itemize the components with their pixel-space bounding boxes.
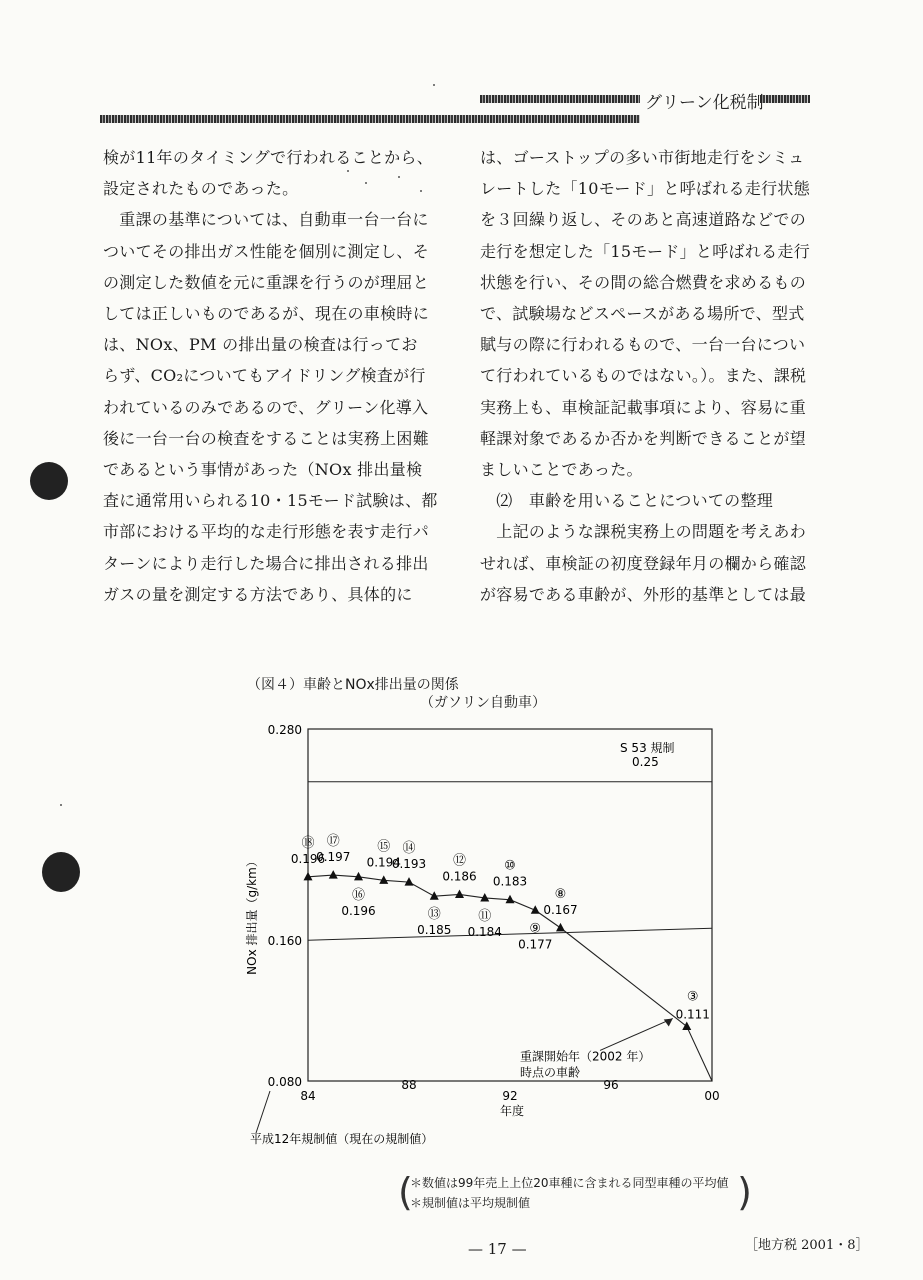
left-column-line: しては正しいものであるが、現在の車検時に	[103, 304, 430, 324]
x-tick-label: 96	[603, 1078, 619, 1092]
header-rule-mid	[480, 95, 640, 103]
y-tick-label: 0.280	[267, 723, 302, 737]
scan-speck	[433, 84, 435, 86]
right-column-line: て行われているものではない。）。また、課税	[480, 366, 807, 386]
x-tick-label: 84	[300, 1089, 316, 1103]
figure-subcaption: （ガソリン自動車）	[420, 695, 546, 711]
right-column-line: ⑵ 車齢を用いることについての整理	[480, 491, 774, 511]
right-column-line: が容易である車齢が、外形的基準としては最	[480, 584, 807, 604]
reference-leader-h12	[256, 1091, 270, 1133]
left-column-line: らず、CO₂についてもアイドリング検査が行	[103, 366, 426, 386]
right-column-line: レートした「10モード」と呼ばれる走行状態	[480, 179, 811, 199]
data-point-age-label: ⑮	[377, 839, 391, 855]
figure-note-2: ＊規制値は平均規制値	[410, 1196, 531, 1210]
reference-label-s53: S 53 規制	[620, 740, 675, 755]
left-column-line: は、NOx、PM の排出量の検査は行ってお	[103, 335, 418, 355]
punch-hole-upper	[30, 462, 68, 500]
data-point-age-label: ③	[686, 989, 699, 1005]
right-column-line: 状態を行い、その間の総合燃費を求めるもの	[480, 272, 807, 292]
data-point-age-label: ⑧	[554, 886, 567, 902]
data-point-value-label: 0.177	[518, 937, 553, 952]
data-point-marker	[682, 1021, 691, 1029]
left-text-column	[103, 142, 443, 610]
nox-chart	[220, 715, 780, 1160]
notes-bracket-right: )	[737, 1170, 752, 1214]
left-column-line: 重課の基準については、自動車一台一台に	[103, 210, 429, 230]
left-column-line: 市部における平均的な走行形態を表す走行パ	[103, 522, 430, 542]
right-column-line: ましいことであった。	[480, 460, 643, 480]
data-point-value-label: 0.183	[492, 874, 528, 889]
right-column-line: 走行を想定した「15モード」と呼ばれる走行	[480, 241, 811, 261]
left-column-line: 後に一台一台の検査をすることは実務上困難	[103, 428, 430, 448]
y-axis-label: NOx 排出量（g/km）	[245, 855, 259, 975]
data-point-value-label: 0.196	[290, 851, 326, 866]
right-column-line: 賦与の際に行われるもので、一台一台につい	[480, 335, 806, 355]
data-point-value-label: 0.196	[341, 903, 376, 918]
data-point-value-label: 0.193	[391, 857, 427, 872]
reference-line-h12	[308, 928, 712, 940]
annotation-line-1: 重課開始年（2002 年）	[520, 1049, 651, 1064]
data-point-age-label: ⑱	[301, 835, 315, 851]
left-column-line: ガスの量を測定する方法であり、具体的に	[103, 584, 413, 604]
scan-speck	[398, 176, 400, 178]
data-point-value-label: 0.184	[467, 924, 502, 939]
right-text-column	[480, 142, 820, 610]
scan-speck	[60, 804, 62, 806]
right-column-line: で、試験場などスペースがある場所で、型式	[480, 304, 805, 324]
data-point-marker	[455, 889, 464, 898]
data-point-age-label: ⑩	[504, 858, 516, 874]
x-axis-label: 年度	[499, 1104, 525, 1118]
annotation-arrow-shaft	[600, 1018, 673, 1050]
data-point-value-label: 0.194	[366, 855, 401, 870]
data-point-age-label: ⑬	[427, 907, 441, 923]
figure-caption: （図４）車齢とNOx排出量の関係	[247, 677, 459, 693]
data-point-value-label: 0.186	[442, 869, 477, 884]
x-tick-label: 88	[401, 1078, 417, 1092]
data-point-value-label: 0.185	[417, 923, 452, 938]
y-tick-label: 0.160	[267, 934, 302, 949]
left-column-line: ターンにより走行した場合に排出される排出	[103, 553, 429, 573]
figure-note-1: ＊数値は99年売上上位20車種に含まれる同型車種の平均値	[410, 1176, 729, 1190]
data-point-marker	[329, 870, 338, 879]
right-column-line: は、ゴーストップの多い市街地走行をシミュ	[480, 148, 805, 167]
data-point-age-label: ⑫	[452, 853, 467, 869]
x-tick-label: 92	[502, 1089, 518, 1103]
data-point-value-label: 0.197	[316, 850, 351, 865]
x-tick-label: 00	[704, 1089, 720, 1103]
scan-speck	[420, 190, 422, 192]
right-column-line: せれば、車検証の初度登録年月の欄から確認	[480, 553, 807, 573]
header-rule-right	[760, 95, 810, 103]
notes-bracket-left: (	[398, 1170, 413, 1214]
header-rule-left	[100, 115, 640, 123]
left-column-line: 査に通常用いられる10・15モード試験は、都	[103, 491, 438, 511]
figure-notes	[400, 1172, 750, 1216]
left-column-line: の測定した数値を元に重課を行うのが理屈と	[103, 272, 430, 292]
data-point-age-label: ⑭	[402, 841, 416, 857]
left-column-line: 検が11年のタイミングで行われることから、	[103, 148, 434, 167]
right-column-line: 実務上も、車検証記載事項により、容易に重	[480, 397, 807, 417]
punch-hole-lower	[42, 852, 80, 892]
right-column-line: を３回繰り返し、そのあと高速道路などでの	[480, 210, 807, 230]
data-point-age-label: ⑯	[351, 887, 366, 903]
reference-value-s53: 0.25	[632, 754, 659, 769]
data-point-age-label: ⑪	[478, 908, 492, 924]
left-column-line: 設定されたものであった。	[103, 179, 299, 199]
page-number: — 17 —	[468, 1240, 527, 1258]
reference-label-h12: 平成12年規制値（現在の規制値）	[250, 1132, 434, 1146]
right-column-line: 上記のような課税実務上の問題を考えあわ	[480, 522, 807, 542]
annotation-arrow-head	[664, 1018, 673, 1026]
data-point-age-label: ⑰	[326, 834, 340, 850]
data-point-value-label: 0.111	[675, 1007, 710, 1022]
scan-speck	[347, 170, 349, 172]
data-point-age-label: ⑨	[529, 921, 542, 937]
data-point-value-label: 0.167	[543, 902, 578, 917]
left-column-line: であるという事情があった（NOx 排出量検	[103, 460, 423, 480]
annotation-line-2: 時点の車齢	[520, 1065, 581, 1080]
scan-speck	[365, 182, 367, 184]
right-column-line: 軽課対象であるか否かを判断できることが望	[480, 428, 807, 448]
journal-label: ［地方税 2001・8］	[745, 1238, 869, 1253]
data-point-marker	[556, 923, 565, 932]
left-column-line: われているのみであるので、グリーン化導入	[103, 397, 429, 417]
y-tick-label: 0.080	[267, 1075, 302, 1089]
section-title: グリーン化税制	[645, 93, 764, 113]
left-column-line: ついてその排出ガス性能を個別に測定し、そ	[103, 241, 430, 261]
